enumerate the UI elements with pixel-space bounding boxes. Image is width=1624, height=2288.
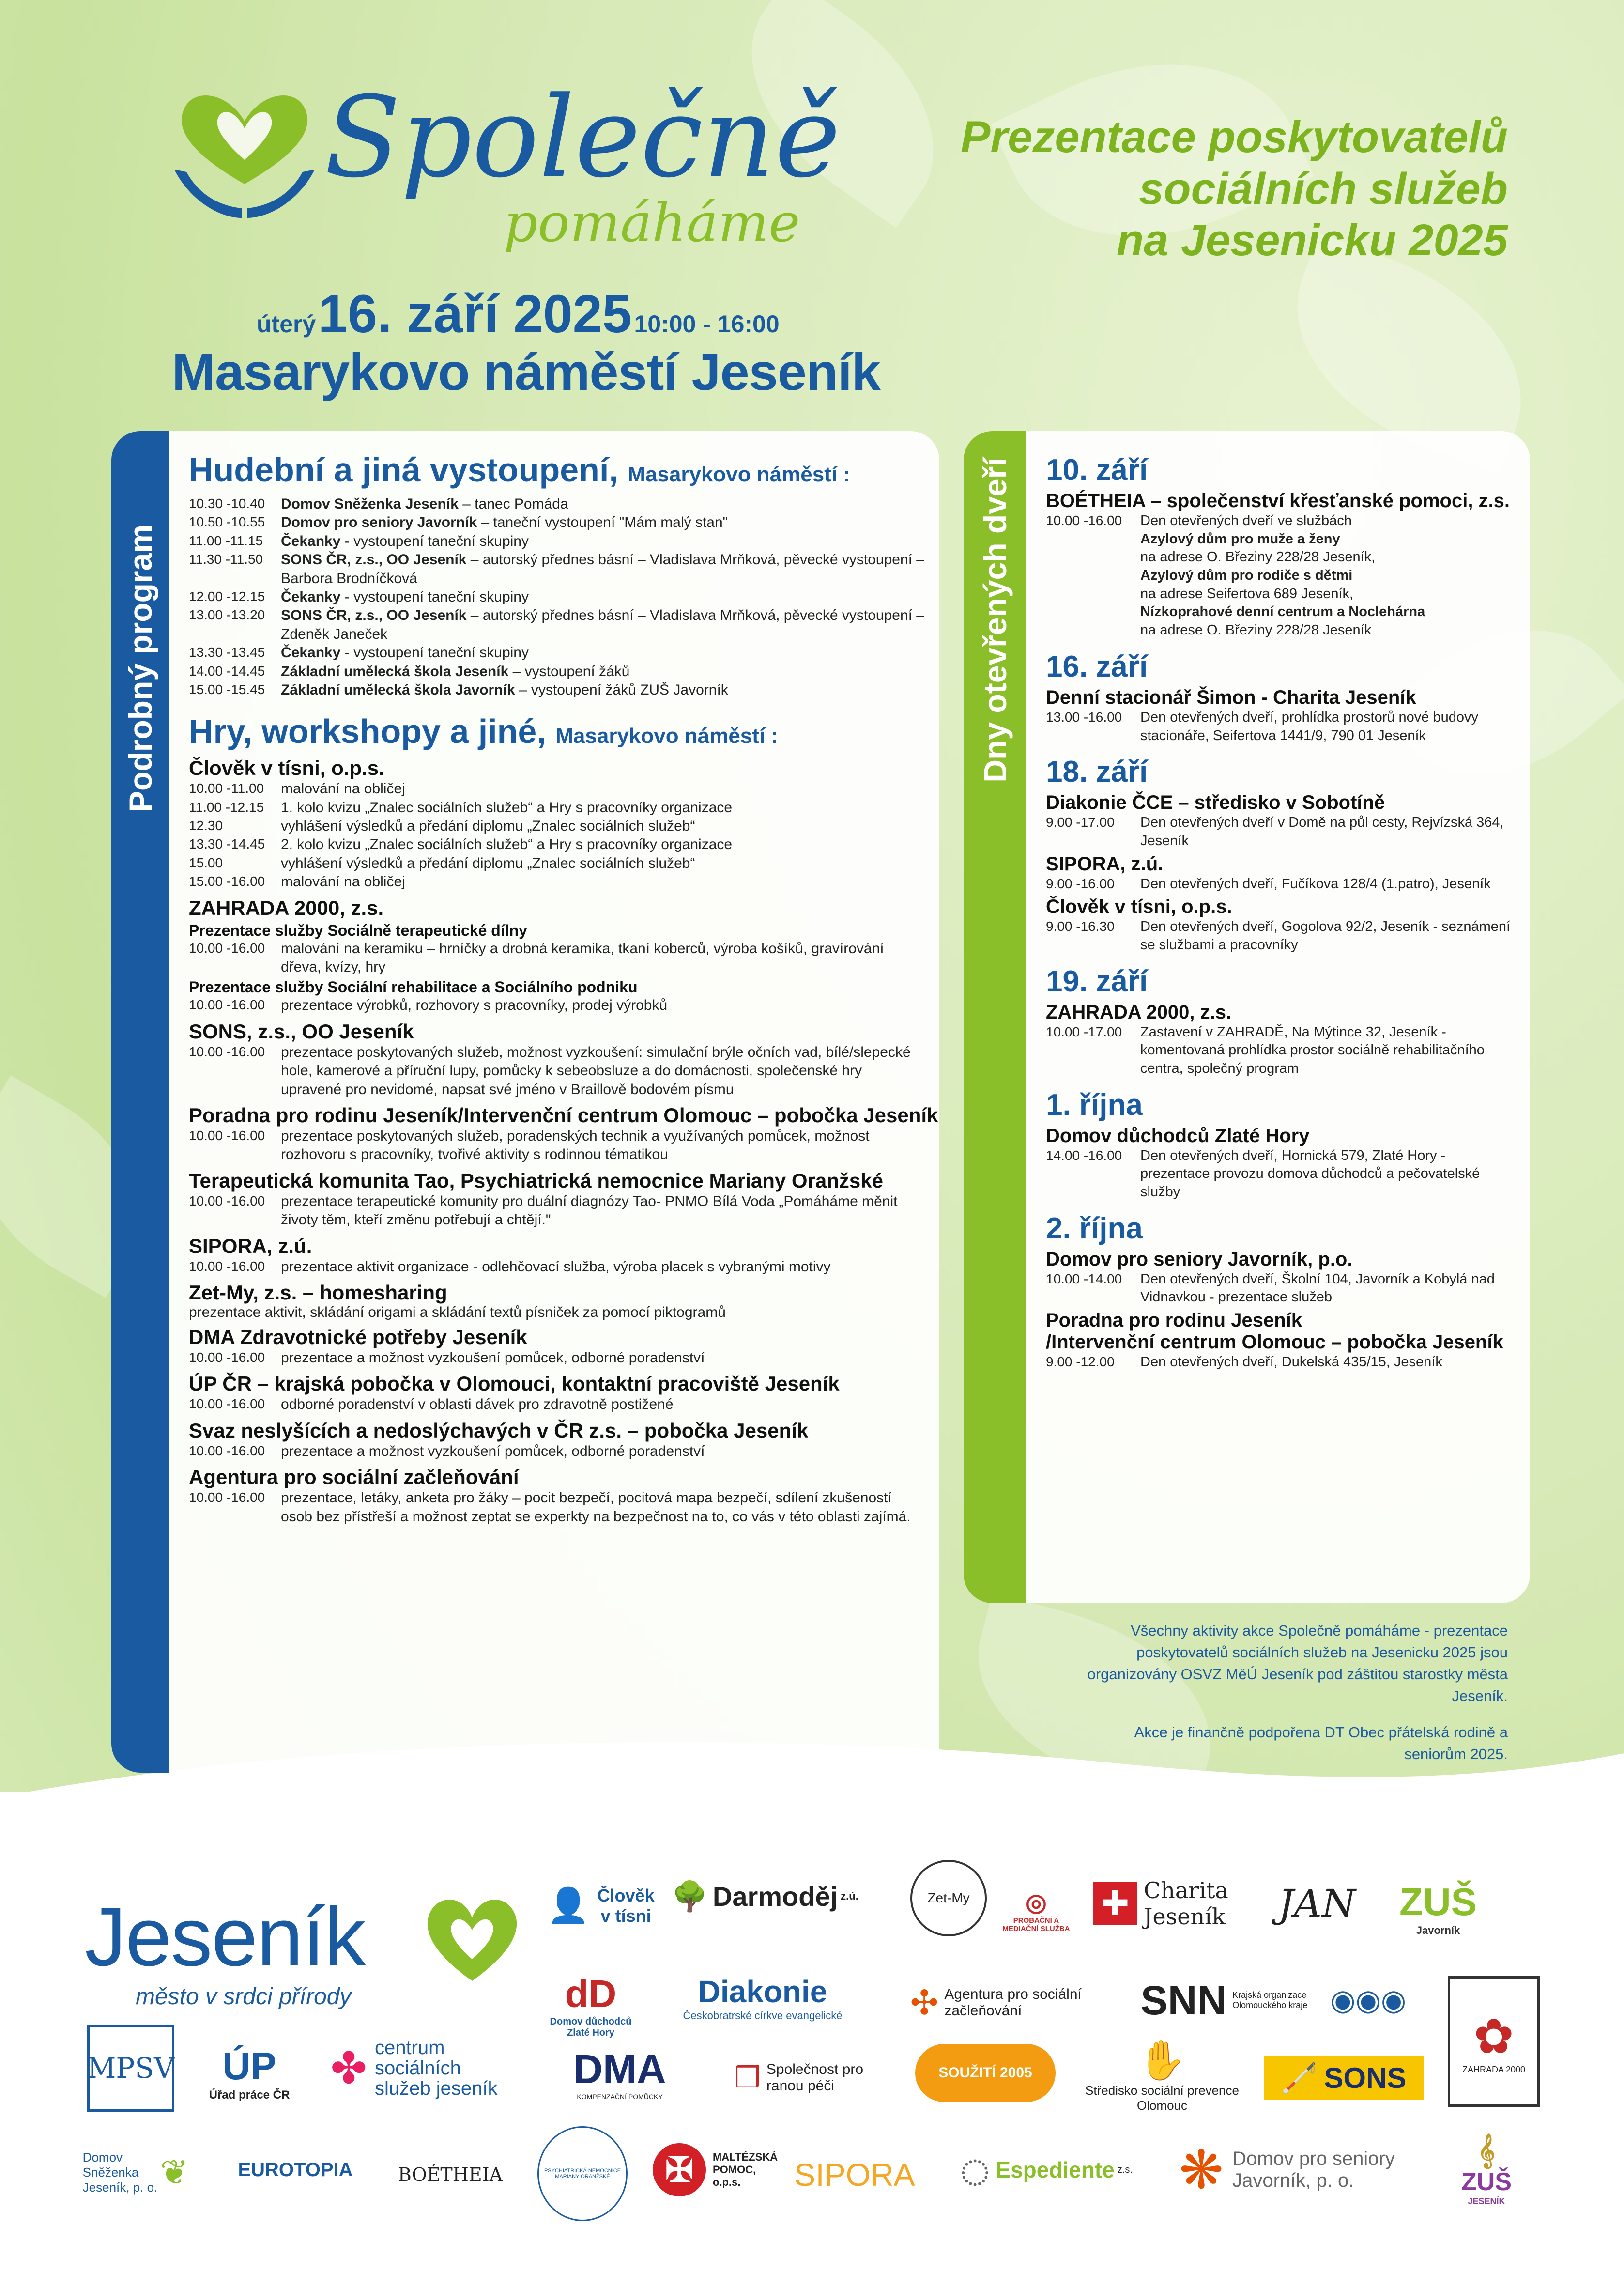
logo-text: PROBAČNÍ A MEDIAČNÍ SLUŽBA <box>1002 1917 1070 1933</box>
headline-line: sociálních služeb <box>1139 164 1508 214</box>
org-name: /Intervenční centrum Olomouc – pobočka Jeseník <box>1046 1331 1503 1353</box>
logo-text: MPSV <box>87 2052 175 2085</box>
program-row <box>189 513 925 532</box>
logo-text: Společnost pro ranou péči <box>766 2061 864 2094</box>
up-icon: ÚP <box>222 2044 276 2087</box>
logo-text: Diakonie <box>698 1974 827 2009</box>
logo-dps-javornik <box>1162 2136 1433 2204</box>
performer-name: Čekanky <box>281 533 341 549</box>
performer-name: Základní umělecká škola Jeseník <box>281 663 509 680</box>
logo-text: Středisko sociální prevence Olomouc <box>1085 2083 1239 2113</box>
zahrada-sub1: Prezentace služby Sociálně terapeutické dílny <box>189 921 527 939</box>
logo-text: JAN <box>1278 1881 1356 1926</box>
logo-text: SONS <box>1324 2061 1407 2094</box>
program-row <box>189 588 925 606</box>
org-name: ZAHRADA 2000, z.s. <box>1046 1001 1232 1023</box>
row-time: 10.00 -16.00 <box>189 1258 265 1274</box>
row-time: 13.30 -13.45 <box>189 645 265 660</box>
row-text: prezentace poskytovaných služeb, možnost vyzkoušení: simulační brýle očních vad, bílé/slepecké hole, kamerové a příruční lupy, pomůcky k sebeobsluze a do domácnosti, společenské hry upravené pro nevidomé, napsat své jméno v Braillově bodovém písmu <box>281 1044 911 1098</box>
row-text: prezentace a možnost vyzkoušení pomůcek, odborné poradenství <box>281 1349 705 1366</box>
org-name: Domov důchodců Zlaté Hory <box>1046 1125 1310 1146</box>
performer-name: SONS ČR, z.s., OO Jeseník <box>281 607 467 624</box>
org-clovek: Člověk v tísni, o.p.s. <box>189 757 384 780</box>
row-text <box>281 588 925 606</box>
heart-hands-icon <box>165 87 324 232</box>
music-section-title <box>189 450 925 489</box>
logo-subtext: Javorník <box>1416 1924 1460 1936</box>
event-day-name: úterý <box>257 310 316 338</box>
blind-cane-icon: 🦯 <box>1281 2061 1318 2094</box>
program-row <box>189 835 925 854</box>
row-text: Den otevřených dveří, Školní 104, Javorník a Kobylá nad Vidnavkou - prezentace služeb <box>1140 1271 1495 1305</box>
logo-pnmo <box>537 2126 628 2221</box>
service-address: na adrese O. Březiny 228/28 Jeseník, <box>1140 549 1376 565</box>
cross-icon: ✚ <box>1093 1882 1137 1925</box>
row-time: 10.00 -16.00 <box>1046 513 1122 528</box>
logo-text: ZUŠ <box>1399 1880 1477 1923</box>
logo-text: PSYCHIATRICKÁ NEMOCNICE MARIANY ORANŽSKÉ <box>544 2168 621 2180</box>
program-row <box>189 606 925 644</box>
logo-diakonie <box>659 1971 867 2025</box>
service-item <box>1140 530 1516 567</box>
logo-text: Espediente <box>996 2157 1115 2182</box>
logo-subtext: Krajská organizace Olomouckého kraje <box>1232 1990 1308 2010</box>
performance-text: – taneční vystoupení "Mám malý stan" <box>477 514 728 531</box>
row-time: 10.00 -16.00 <box>189 1349 265 1365</box>
org-up: ÚP ČR – krajská pobočka v Olomouci, kontaktní pracoviště Jeseník <box>189 1372 840 1395</box>
org-zetmy: Zet-My, z.s. – homesharing <box>189 1281 447 1304</box>
program-row <box>189 1395 925 1414</box>
row-time: 10.00 -14.00 <box>1046 1271 1122 1286</box>
program-row <box>189 873 925 891</box>
headline <box>830 111 1508 266</box>
row-text <box>281 532 925 551</box>
logo-text: ZAHRADA 2000 <box>1462 2065 1526 2074</box>
row-time: 14.00 -14.45 <box>189 663 265 679</box>
logo-zet-my <box>910 1860 987 1936</box>
row-time: 10.00 -16.00 <box>189 940 265 956</box>
open-day-row <box>1046 1270 1516 1307</box>
row-time: 10.00 -16.00 <box>189 1490 265 1505</box>
performer-name: SONS ČR, z.s., OO Jeseník <box>281 552 467 568</box>
event-place: Masarykovo náměstí Jeseník <box>172 342 880 401</box>
row-text: Den otevřených dveří, Fučíkova 128/4 (1.patro), Jeseník <box>1140 876 1491 892</box>
row-text <box>281 495 925 513</box>
logo-text: ZUŠ <box>1461 2167 1512 2196</box>
row-text <box>281 644 925 662</box>
jesenik-heart-icon <box>421 1894 523 1986</box>
event-date <box>257 283 780 345</box>
logo-text: EUROTOPIA <box>238 2159 353 2180</box>
performer-name: Domov Sněženka Jeseník <box>281 496 459 512</box>
logo-text: BOÉTHEIA <box>398 2164 503 2185</box>
centrum-text <box>375 2038 497 2099</box>
org-agentura: Agentura pro sociální začleňování <box>189 1466 519 1489</box>
row-text: prezentace, letáky, anketa pro žáky – pocit bezpečí, pocitová mapa bezpečí, sdílení zkušeností osob bez přístřeší a možnost zeptat se experkty na bezpečnost na to, co vás v této oblasti zajímá. <box>281 1490 911 1525</box>
row-text: Den otevřených dveří, prohlídka prostorů nové budovy stacionáře, Seifertova 1441/9, 790 01 Jeseník <box>1140 709 1479 743</box>
row-text <box>281 513 925 532</box>
spiral-icon: ◎ <box>1026 1889 1047 1916</box>
games-section-title <box>189 712 925 751</box>
row-time: 10.00 -16.00 <box>189 997 265 1013</box>
dd-icon: dD <box>565 1972 617 2015</box>
logo-zus-jesenik <box>1438 2126 1535 2213</box>
day-heading: 19. září <box>1046 964 1148 998</box>
music-title: Hudební a jiná vystoupení, <box>189 451 618 489</box>
program-panel <box>111 431 939 1773</box>
logo-text: Domov Sněženka Jeseník, p. o. <box>82 2149 158 2195</box>
row-time: 13.00 -13.20 <box>189 607 265 623</box>
event-date-value: 16. září 2025 <box>318 284 632 344</box>
open-day-row <box>1046 709 1516 745</box>
logo-mpsv <box>87 2025 174 2112</box>
logo-text: Agentura pro sociální začleňování <box>944 1986 1082 2019</box>
service-name: Nízkoprahové denní centrum a Noclehárna <box>1140 604 1425 620</box>
service-item <box>1140 567 1516 603</box>
row-text: Den otevřených dveří, Hornická 579, Zlaté Hory - prezentace provozu domova důchodců a pečovatelské služby <box>1140 1147 1480 1200</box>
logo-domov-snezenka <box>73 2131 199 2213</box>
org-name: Člověk v tísni, o.p.s. <box>1046 896 1232 918</box>
logo-text: sociálních <box>374 2057 461 2079</box>
open-day-row <box>1046 1353 1516 1372</box>
logo-text: Člověk v tísni <box>597 1886 655 1926</box>
performance-text: – autorský přednes básní – Vladislava Mrňková, pěvecké vystoupení – Zdeněk Janeček <box>281 607 924 642</box>
logo-text: SIPORA <box>794 2157 915 2193</box>
program-row <box>189 996 925 1015</box>
logo-text: Charita Jeseník <box>1144 1877 1228 1930</box>
row-time: 11.00 -12.15 <box>189 799 264 815</box>
logo-zus-javornik <box>1394 1874 1482 1942</box>
logo-souziti <box>915 2044 1056 2102</box>
row-text: Den otevřených dveří, Gogolova 92/2, Jeseník - seznámení se službami a pracovníky <box>1140 919 1511 953</box>
maltese-cross-icon: ✠ <box>653 2143 706 2196</box>
organizer-note <box>1072 1620 1508 1780</box>
org-name: Poradna pro rodinu Jeseník <box>1046 1310 1302 1331</box>
open-days-panel <box>964 431 1530 1603</box>
row-time: 10.00 -16.00 <box>189 1443 265 1458</box>
program-row <box>189 1489 925 1526</box>
program-row <box>189 1192 925 1230</box>
open-days-tab <box>964 431 1026 1603</box>
open-day-row <box>1046 1147 1516 1202</box>
row-text: 2. kolo kvizu „Znalec sociálních služeb“ a Hry s pracovníky organizace <box>281 836 733 853</box>
day-heading: 2. října <box>1046 1211 1143 1245</box>
program-row <box>189 940 925 977</box>
logo-text: služeb jeseník <box>374 2078 498 2099</box>
performance-text: – tanec Pomáda <box>458 496 568 512</box>
logo-text: SNN <box>1140 1977 1227 2023</box>
performance-text: – vystoupení žáků <box>508 663 630 680</box>
row-time: 9.00 -12.00 <box>1046 1354 1115 1370</box>
row-text: vyhlášení výsledků a předání diplomu „Znalec sociálních služeb“ <box>281 818 695 835</box>
row-text: Den otevřených dveří v Domě na půl cesty, Rejvízská 364, Jeseník <box>1140 815 1504 849</box>
row-time: 12.00 -12.15 <box>189 588 265 604</box>
logo-subtext: KOMPENZAČNÍ POMŮCKY <box>577 2092 663 2101</box>
performance-text: - vystoupení taneční skupiny <box>340 645 529 661</box>
row-text: odborné poradenství v oblasti dávek pro zdravotně postižené <box>281 1396 674 1413</box>
logo-text: centrum <box>374 2037 445 2058</box>
logo-text: Darmoděj <box>712 1881 838 1912</box>
row-time: 10.00 -11.00 <box>189 781 264 796</box>
person-icon: 👤 <box>547 1886 590 1924</box>
note-paragraph: Všechny aktivity akce Společně pomáháme - prezentace poskytovatelů sociálních služeb na Jesenicku 2025 jsou organizovány OSVZ MěÚ Jeseník pod záštitou starostky města Jeseník. <box>1087 1622 1508 1704</box>
open-day-row <box>1046 1023 1516 1078</box>
program-row <box>189 532 925 551</box>
program-content <box>189 450 938 1526</box>
pinwheel-icon: ✤ <box>330 2044 367 2093</box>
logo-title: Společně <box>324 73 841 202</box>
row-time: 10.00 -17.00 <box>1046 1024 1122 1039</box>
zetmy-text: prezentace aktivit, skládání origami a skládání textů písniček za pomocí piktogramů <box>189 1304 726 1320</box>
row-time: 11.30 -11.50 <box>189 552 263 567</box>
games-title: Hry, workshopy a jiné, <box>189 712 546 751</box>
org-name: Diakonie ČCE – středisko v Sobotíně <box>1046 792 1385 814</box>
row-text: malování na obličej <box>281 781 405 797</box>
org-sipora: SIPORA, z.ú. <box>189 1234 312 1257</box>
logo-charita <box>1089 1874 1244 1932</box>
row-time: 11.00 -11.15 <box>189 533 263 548</box>
program-row <box>189 799 925 817</box>
row-text: 1. kolo kvizu „Znalec sociálních služeb“ a Hry s pracovníky organizace <box>281 799 733 816</box>
games-subtitle: Masarykovo náměstí : <box>555 724 779 748</box>
maple-leaf-icon: ❋ <box>1179 2140 1224 2200</box>
logo-subtitle: pomáháme <box>504 192 800 254</box>
row-text: Den otevřených dveří, Dukelská 435/15, Jeseník <box>1140 1354 1442 1370</box>
performer-name: Domov pro seniory Javorník <box>281 514 477 531</box>
row-time: 10.00 -16.00 <box>189 1396 265 1412</box>
logo-urad-prace <box>208 2034 291 2112</box>
performance-text: – vystoupení žáků ZUŠ Javorník <box>515 681 728 698</box>
logo-subtext: z.s. <box>1117 2164 1133 2175</box>
logo-spolecnost-rana-pece <box>721 2054 896 2102</box>
row-time: 13.00 -16.00 <box>1046 709 1122 725</box>
row-time: 10.30 -10.40 <box>189 496 265 511</box>
logo-text: Zet-My <box>927 1890 970 1905</box>
performer-name: Čekanky <box>281 645 341 661</box>
treble-clef-icon: 𝄞 <box>1478 2133 1495 2166</box>
program-row <box>189 681 925 699</box>
row-time: 9.00 -16.30 <box>1046 919 1115 934</box>
clovek-list <box>189 780 925 891</box>
row-text: malování na obličej <box>281 874 405 890</box>
service-name: Azylový dům pro muže a ženy <box>1140 531 1340 547</box>
performer-name: Čekanky <box>281 588 341 605</box>
performance-text: - vystoupení taneční skupiny <box>340 588 529 605</box>
music-subtitle: Masarykovo náměstí : <box>628 463 850 486</box>
program-row <box>189 817 925 835</box>
logo-subtext: Českobratrské církve evangelické <box>683 2010 843 2022</box>
org-zahrada: ZAHRADA 2000, z.s. <box>189 896 384 919</box>
row-time: 10.00 -16.00 <box>189 1044 265 1059</box>
logo-text: Domov důchodců Zlaté Hory <box>550 2016 632 2038</box>
logo-eurotopia <box>232 2136 358 2204</box>
row-time: 9.00 -17.00 <box>1046 815 1115 830</box>
org-poradna: Poradna pro rodinu Jeseník/Intervenční centrum Olomouc – pobočka Jeseník <box>189 1103 938 1127</box>
org-name: SIPORA, z.ú. <box>1046 853 1164 875</box>
logo-subtext: z.ú. <box>841 1890 858 1902</box>
logo-dma <box>547 2044 692 2102</box>
note-paragraph: Akce je finančně podpořena DT Obec přátelská rodině a seniorům 2025. <box>1134 1723 1508 1762</box>
service-item <box>1140 603 1516 639</box>
jesenik-logo-subtitle: město v srdci přírody <box>136 1984 352 2010</box>
row-time: 10.00 -16.00 <box>189 1128 265 1143</box>
program-row <box>189 780 925 798</box>
spiral-dots-icon: ◌ <box>959 2140 991 2200</box>
service-address: na adrese O. Březiny 228/28 Jeseník <box>1140 622 1372 638</box>
row-time: 15.00 <box>189 855 223 870</box>
org-sons: SONS, z.s., OO Jeseník <box>189 1020 414 1043</box>
org-dma: DMA Zdravotnické potřeby Jeseník <box>189 1325 527 1348</box>
logo-text: Domov pro seniory Javorník, p. o. <box>1232 2148 1395 2191</box>
tree-icon: 🌳 <box>672 1880 708 1913</box>
gift-icon: ❒ <box>735 2061 761 2094</box>
org-name: Denní stacionář Šimon - Charita Jeseník <box>1046 686 1416 708</box>
logo-centrum-socialnich-sluzeb <box>300 2034 528 2102</box>
program-row <box>189 1043 925 1099</box>
row-text <box>281 551 925 588</box>
logo-ssp-olomouc <box>1075 2034 1249 2117</box>
open-day-row <box>1046 918 1516 954</box>
org-svaz: Svaz neslyšících a nedoslýchavých v ČR z.s. – pobočka Jeseník <box>189 1419 809 1442</box>
program-tab-label: Podrobný program <box>123 524 158 813</box>
performer-name: Základní umělecká škola Javorník <box>281 681 515 698</box>
performance-text: - vystoupení taneční skupiny <box>340 533 529 549</box>
row-time: 15.00 -16.00 <box>189 874 265 889</box>
logo-espediente <box>944 2126 1148 2213</box>
row-text: prezentace aktivit organizace - odlehčovací služba, výroba placek s vybranými motivy <box>281 1258 831 1275</box>
open-days-content <box>1046 453 1516 1372</box>
logo-text: Úřad práce ČR <box>209 2088 290 2102</box>
row-time: 9.00 -16.00 <box>1046 876 1115 891</box>
boetheia-services <box>1046 530 1516 640</box>
day-heading: 10. září <box>1046 453 1148 487</box>
headline-line: na Jesenicku 2025 <box>1116 216 1508 265</box>
row-text: Den otevřených dveří ve službách <box>1140 513 1352 528</box>
hand-icon: ✋ <box>1138 2039 1186 2082</box>
logo-text: DMA <box>573 2046 666 2092</box>
row-text: malování na keramiku – hrníčky a drobná keramika, tkaní koberců, výroba košíků, gravírování dřeva, kvízy, hry <box>281 940 884 975</box>
logo-clovek-v-tisni <box>547 1879 659 1932</box>
music-list <box>189 495 925 699</box>
row-text: Zastavení v ZAHRADĚ, Na Mýtince 32, Jeseník - komentovaná prohlídka prostor sociálně rehabilitačního centra, společný program <box>1140 1024 1485 1076</box>
logo-dd-zlate-hory <box>547 1966 634 2044</box>
snowdrop-icon: ❦ <box>160 2153 189 2191</box>
jesenik-logo-title: Jeseník <box>85 1890 365 1983</box>
row-time: 12.30 <box>189 818 223 834</box>
logo-probacni-sluzba <box>1002 1874 1070 1947</box>
open-days-tab-label: Dny otevřených dveří <box>977 457 1013 783</box>
logo-maltezska-pomoc <box>644 2126 789 2213</box>
open-day-row <box>1046 875 1516 894</box>
logo-zahrada-2000 <box>1448 1976 1540 2107</box>
org-tao: Terapeutická komunita Tao, Psychiatrická nemocnice Mariany Oranžské <box>189 1169 884 1192</box>
logo-sipora <box>789 2141 920 2209</box>
logo-darmodej <box>673 1872 857 1920</box>
row-text <box>281 606 925 644</box>
row-time: 13.30 -14.45 <box>189 836 265 852</box>
program-row <box>189 1349 925 1367</box>
logo-snn <box>1123 1974 1424 2027</box>
row-text <box>281 681 925 699</box>
logo-text: MALTÉZSKÁ POMOC, o.p.s. <box>713 2151 778 2188</box>
program-row <box>189 495 925 513</box>
row-text: prezentace výrobků, rozhovory s pracovníky, prodej výrobků <box>281 997 668 1014</box>
performance-text: – autorský přednes básní – Vladislava Mrňková, pěvecké vystoupení – Barbora Brodníčková <box>281 552 924 587</box>
open-day-row <box>1046 814 1516 850</box>
program-row <box>189 644 925 662</box>
hearing-icons: ◉◉◉ <box>1330 1984 1407 2016</box>
row-text: prezentace poskytovaných služeb, poradenských technik a využívaných pomůcek, možnost rozhovoru s pracovníky, tvořivé aktivity s rodinnou tématikou <box>281 1128 870 1163</box>
service-name: Azylový dům pro rodiče s dětmi <box>1140 568 1353 584</box>
row-time: 10.00 -16.00 <box>189 1193 265 1208</box>
row-time: 10.50 -10.55 <box>189 514 265 530</box>
program-row <box>189 1258 925 1276</box>
day-heading: 18. září <box>1046 755 1148 789</box>
org-name: BOÉTHEIA – společenství křesťanské pomoci, z.s. <box>1046 490 1510 511</box>
zahrada-sub2: Prezentace služby Sociální rehabilitace a Sociálního podniku <box>189 978 638 996</box>
arrows-icon: ✣ <box>910 1984 939 2022</box>
logo-subtext: JESENÍK <box>1468 2196 1505 2206</box>
event-time: 10:00 - 16:00 <box>634 310 780 338</box>
service-address: na adrese Seifertova 689 Jeseník, <box>1140 586 1354 602</box>
program-row <box>189 1442 925 1461</box>
row-text: prezentace a možnost vyzkoušení pomůcek, odborné poradenství <box>281 1443 705 1459</box>
logo-sons <box>1264 2056 1424 2100</box>
program-row <box>189 551 925 588</box>
spolecne-logo <box>165 73 843 254</box>
logo-text: SOUŽITÍ 2005 <box>938 2065 1032 2081</box>
row-time: 15.00 -15.45 <box>189 681 265 697</box>
row-text: prezentace terapeutické komunity pro duální diagnózy Tao- PNMO Bílá Voda „Pomáháme měnit životy těm, kteří změnu potřebují a chtějí." <box>281 1193 898 1228</box>
program-row <box>189 854 925 873</box>
logo-boetheia <box>387 2150 513 2199</box>
program-row <box>189 1127 925 1164</box>
flower-icon: ✿ <box>1473 2010 1514 2064</box>
row-text <box>281 663 925 681</box>
logo-jan <box>1269 1870 1365 1937</box>
row-text: vyhlášení výsledků a předání diplomu „Znalec sociálních služeb“ <box>281 855 695 871</box>
day-heading: 16. září <box>1046 649 1148 683</box>
open-day-row <box>1046 512 1516 530</box>
day-heading: 1. října <box>1046 1088 1143 1122</box>
logo-agentura <box>896 1979 1104 2027</box>
row-time: 14.00 -16.00 <box>1046 1147 1122 1163</box>
program-row <box>189 663 925 681</box>
org-name: Domov pro seniory Javorník, p.o. <box>1046 1248 1353 1270</box>
headline-line: Prezentace poskytovatelů <box>960 112 1508 162</box>
program-tab <box>111 431 169 1773</box>
